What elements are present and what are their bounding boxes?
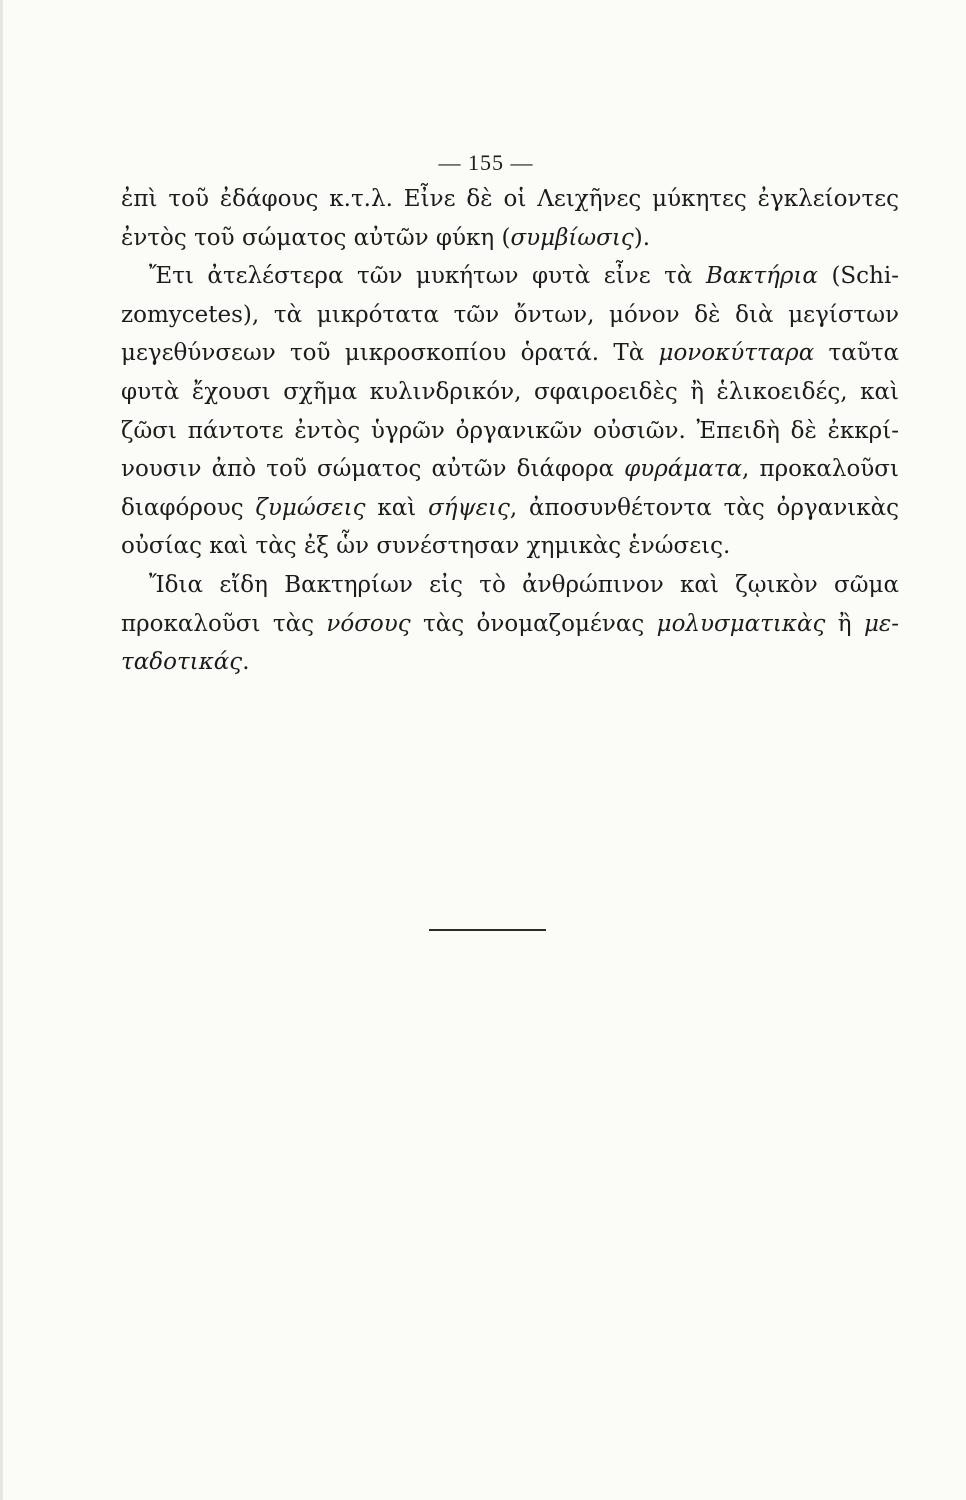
- italic-term: με-: [863, 610, 899, 637]
- italic-term: ζυμώσεις: [255, 494, 366, 521]
- text-line: [121, 489, 899, 528]
- text-line: [121, 219, 899, 258]
- text-line: [121, 566, 899, 605]
- italic-term: νόσους: [326, 610, 411, 637]
- text-segment: ταῦτα: [814, 340, 899, 367]
- text-line: [121, 373, 899, 412]
- text-line: [121, 643, 899, 682]
- text-segment: φυτὰ ἔχουσι σχῆμα κυλινδρικόν, σφαιροειδὲς ἢ ἑλικοειδές, καὶ: [121, 378, 899, 405]
- text-segment: ζῶσι πάντοτε ἐντὸς ὑγρῶν ὀργανικῶν οὐσιῶν. Ἐπειδὴ δὲ ἐκκρί-: [121, 417, 899, 444]
- italic-term: ταδοτικάς: [121, 649, 243, 676]
- text-line: [121, 180, 899, 219]
- text-segment: νουσιν ἀπὸ τοῦ σώματος αὐτῶν διάφορα: [121, 456, 625, 483]
- text-segment: Ἴδια εἴδη Βακτηρίων εἰς τὸ ἀνθρώπινον καὶ ζῳικὸν σῶμα: [149, 571, 899, 598]
- text-segment: , ἀποσυνθέτοντα τὰς ὀργανικὰς: [509, 494, 899, 521]
- text-segment: ἐπὶ τοῦ ἐδάφους κ.τ.λ. Εἶνε δὲ οἱ Λειχῆνες μύκητες ἐγκλείοντες: [121, 186, 899, 212]
- text-segment: καὶ: [365, 494, 429, 521]
- italic-term: μολυσματικὰς: [656, 610, 826, 637]
- text-segment: τὰς ὀνομαζομένας: [410, 610, 657, 637]
- text-segment: (Schi-: [817, 263, 899, 290]
- text-segment: .: [242, 649, 250, 676]
- text-line: [121, 257, 899, 296]
- text-segment: zomycetes), τὰ μικρότατα τῶν ὄντων, μόνον δὲ διὰ μεγίστων: [121, 301, 899, 328]
- italic-term: μονοκύτταρα: [658, 340, 815, 367]
- text-segment: ).: [633, 224, 651, 251]
- italic-term: Βακτήρια: [705, 263, 818, 290]
- section-divider: [429, 929, 546, 931]
- page-number: — 155 —: [438, 150, 534, 175]
- body-text: [121, 180, 899, 682]
- text-line: [121, 412, 899, 451]
- text-segment: διαφόρους: [121, 494, 256, 521]
- text-segment: μεγεθύνσεων τοῦ μικροσκοπίου ὁρατά. Τὰ: [121, 340, 659, 367]
- text-segment: προκαλοῦσι τὰς: [121, 610, 327, 637]
- text-line: [121, 527, 899, 566]
- text-segment: οὐσίας καὶ τὰς ἐξ ὧν συνέστησαν χημικὰς ἑνώσεις.: [121, 533, 731, 560]
- italic-term: συμβίωσις: [510, 224, 634, 251]
- text-line: [121, 450, 899, 489]
- text-segment: ἐντὸς τοῦ σώματος αὐτῶν φύκη (: [121, 224, 511, 251]
- italic-term: σήψεις: [428, 494, 510, 521]
- text-line: [121, 605, 899, 644]
- text-line: [121, 296, 899, 335]
- text-line: [121, 334, 899, 373]
- text-segment: , προκαλοῦσι: [742, 456, 899, 483]
- text-segment: Ἔτι ἀτελέστερα τῶν μυκήτων φυτὰ εἶνε τὰ: [149, 263, 706, 290]
- italic-term: φυράματα: [624, 456, 743, 483]
- text-segment: ἢ: [825, 610, 864, 637]
